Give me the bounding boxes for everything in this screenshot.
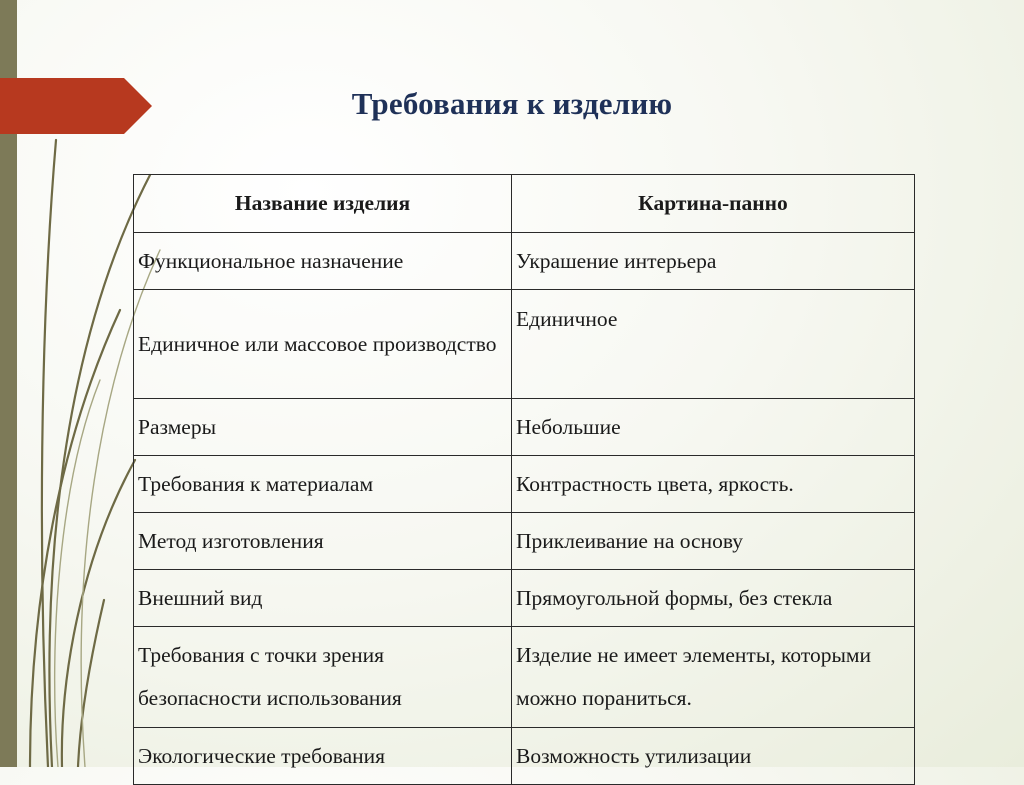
- table-row: [134, 513, 915, 570]
- table-row: [134, 728, 915, 785]
- row-value: Возможность утилизации: [512, 728, 915, 785]
- row-label: Требования к материалам: [134, 456, 512, 513]
- row-value: Изделие не имеет элементы, которыми можно пораниться.: [512, 627, 915, 728]
- row-label: Функциональное назначение: [134, 233, 512, 290]
- row-value: Контрастность цвета, яркость.: [512, 456, 915, 513]
- table-row: [134, 570, 915, 627]
- row-label: Требования с точки зрения безопасности использования: [134, 627, 512, 728]
- row-value: Небольшие: [512, 399, 915, 456]
- requirements-table: [133, 174, 915, 785]
- row-label: Размеры: [134, 399, 512, 456]
- table-row: [134, 456, 915, 513]
- table-row: [134, 627, 915, 728]
- slide-title: Требования к изделию: [351, 86, 673, 121]
- table-row: [134, 399, 915, 456]
- table-row: [134, 233, 915, 290]
- row-label: Метод изготовления: [134, 513, 512, 570]
- row-value: Единичное: [512, 290, 915, 399]
- row-label: Единичное или массовое производство: [134, 290, 512, 399]
- row-value: Прямоугольной формы, без стекла: [512, 570, 915, 627]
- header-product-value: Картина-панно: [512, 175, 915, 233]
- row-label: Экологические требования: [134, 728, 512, 785]
- row-label: Внешний вид: [134, 570, 512, 627]
- row-value: Приклеивание на основу: [512, 513, 915, 570]
- row-value: Украшение интерьера: [512, 233, 915, 290]
- header-product-name: Название изделия: [134, 175, 512, 233]
- table-header-row: [134, 175, 915, 233]
- table-row: [134, 290, 915, 399]
